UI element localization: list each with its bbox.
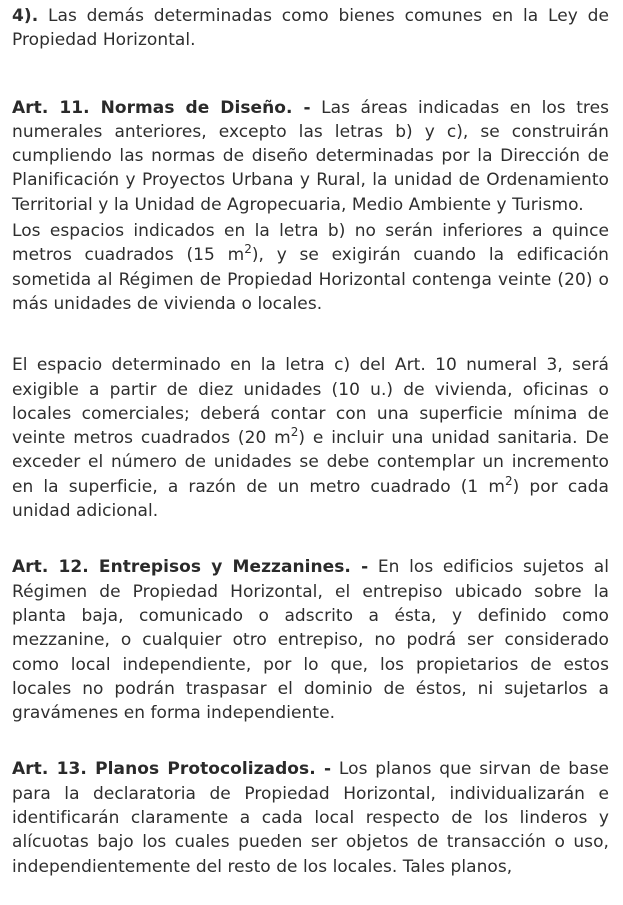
spacer <box>12 316 609 353</box>
paragraph-text: ) por cada unidad adicional. <box>12 476 609 522</box>
article-12-paragraph <box>12 555 609 725</box>
paragraph-text: El espacio determinado en la letra c) del Art. 10 numeral 3, será exigible a partir de diez unidades (10 u.) de vivienda, oficinas o locales comerciales; deberá contar con una superficie mínima de veinte metros cuadrados (20 m <box>12 355 609 449</box>
spacer <box>12 523 609 555</box>
paragraph-text: Las áreas indicadas en los tres numerales anteriores, excepto las letras b) y c), se construirán cumpliendo las normas de diseño determinadas por la Dirección de Planificación y Proyectos Urbana y Rural, la unidad de Ordenamiento Territorial y la Unidad de Agropecuaria, Medio Ambiente y Turismo. <box>12 97 609 215</box>
paragraph-text: ), y se exigirán cuando la edificación sometida al Régimen de Propiedad Horizontal contenga veinte (20) o más unidades de vivienda o locales. <box>12 245 609 314</box>
spacer <box>12 53 609 96</box>
paragraph-text: Los espacios indicados en la letra b) no serán inferiores a quince metros cuadrados (15 m <box>12 221 609 266</box>
article-13-paragraph <box>12 757 609 878</box>
paragraph-text: Los planos que sirvan de base para la declaratoria de Propiedad Horizontal, individualizarán e identificarán claramente a cada local respecto de los linderos y alícuotas bajo los cuales pueden ser objetos de transacción o uso, independientemente del resto de los locales. Tales planos, <box>12 759 609 877</box>
document-page <box>12 4 609 879</box>
article-11-paragraph-3 <box>12 353 609 523</box>
paragraph-text: En los edificios sujetos al Régimen de Propiedad Horizontal, el entrepiso ubicado sobre la planta baja, comunicado o adscrito a ésta, y definido como mezzanine, o cualquier otro entrepiso, no podrá ser considerado como local independiente, por lo que, los propietarios de estos locales no podrán traspasar el dominio de éstos, ni sujetarlos a gravámenes en forma independiente. <box>12 557 609 724</box>
item-number: 4). <box>12 6 39 26</box>
article-11-paragraph-2 <box>12 219 609 316</box>
paragraph-item-4 <box>12 4 609 53</box>
superscript: 2 <box>290 425 299 440</box>
article-11-paragraph-1 <box>12 96 609 217</box>
article-12-heading: Art. 12. Entrepisos y Mezzanines. - <box>12 557 369 578</box>
article-13-heading: Art. 13. Planos Protocolizados. - <box>12 759 332 780</box>
spacer <box>12 725 609 757</box>
paragraph-text: Las demás determinadas como bienes comunes en la Ley de Propiedad Horizontal. <box>12 6 609 51</box>
paragraph-text: ) e incluir una unidad sanitaria. De exceder el número de unidades se debe contemplar un incremento en la superficie, a razón de un metro cuadrado (1 m <box>12 428 609 497</box>
article-11-heading: Art. 11. Normas de Diseño. - <box>12 97 311 118</box>
superscript: 2 <box>504 473 513 488</box>
superscript: 2 <box>244 242 252 257</box>
